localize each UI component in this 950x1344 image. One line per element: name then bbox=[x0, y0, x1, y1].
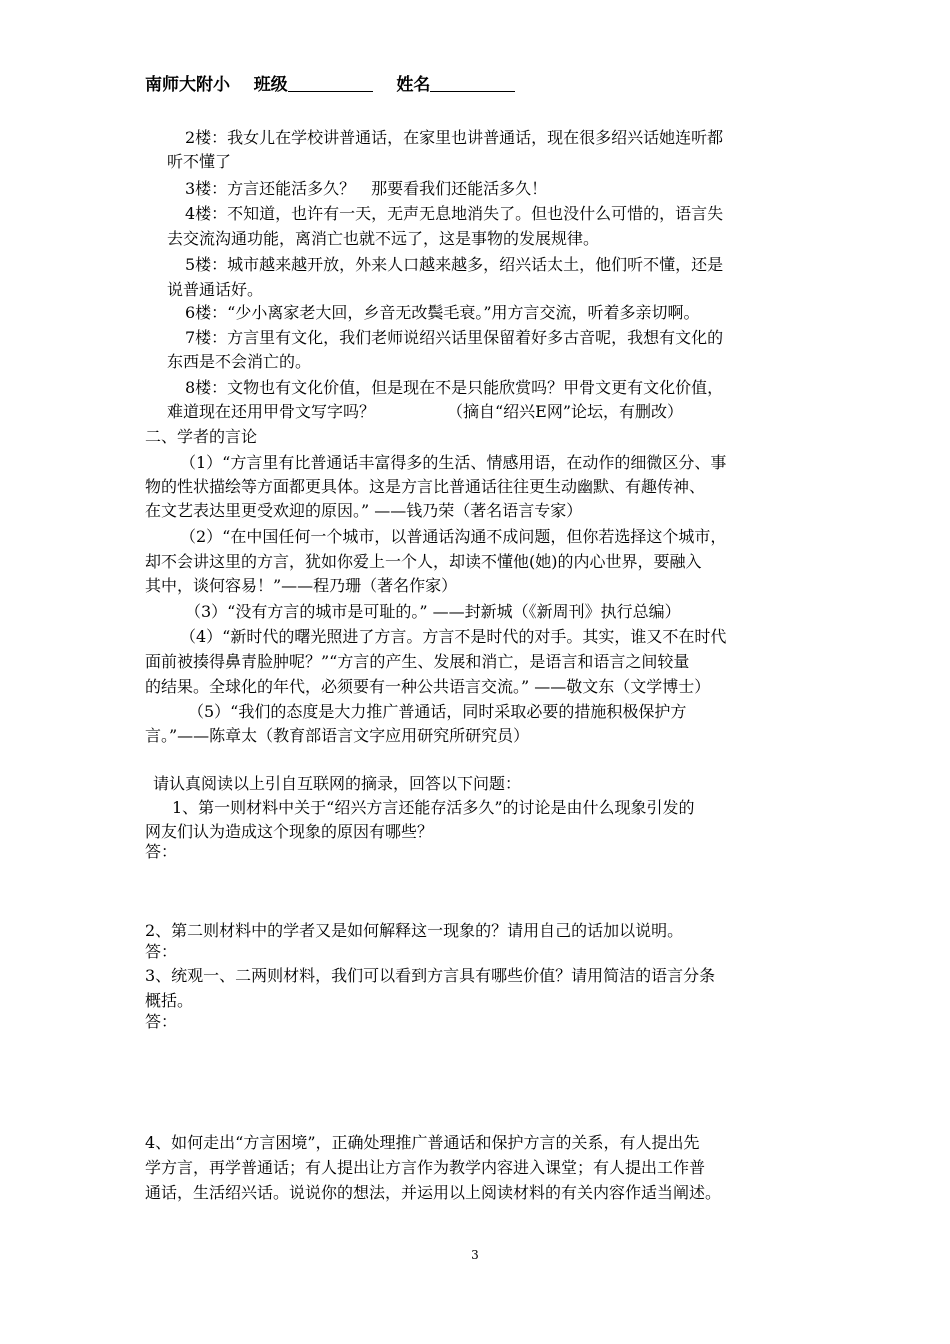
answer-label[interactable]: 答： bbox=[145, 942, 178, 961]
text-line: （2）“在中国任何一个城市，以普通话沟通不成问题，但你若选择这个城市， bbox=[180, 527, 727, 546]
text-line: 言。”——陈章太（教育部语言文字应用研究所研究员） bbox=[145, 726, 530, 745]
class-blank[interactable] bbox=[288, 75, 373, 92]
instruction-line: 请认真阅读以上引自互联网的摘录，回答以下问题： bbox=[153, 774, 522, 793]
text-line: 2楼：我女儿在学校讲普通话，在家里也讲普通话，现在很多绍兴话她连听都 bbox=[185, 128, 724, 147]
question-3: 3、统观一、二两则材料，我们可以看到方言具有哪些价值？请用简洁的语言分条 bbox=[145, 966, 716, 985]
question-1-cont: 网友们认为造成这个现象的原因有哪些？ bbox=[145, 822, 434, 841]
text-line: 在文艺表达里更受欢迎的原因。” ——钱乃荣（著名语言专家） bbox=[145, 501, 583, 520]
question-4-cont: 学方言，再学普通话；有人提出让方言作为教学内容进入课堂；有人提出工作普 bbox=[145, 1158, 706, 1177]
text-line: （5）“我们的态度是大力推广普通话，同时采取必要的措施积极保护方 bbox=[188, 702, 687, 721]
text-line: 难道现在还用甲骨文写字吗？ （摘自“绍兴E网”论坛，有删改） bbox=[167, 402, 684, 421]
answer-label[interactable]: 答： bbox=[145, 1012, 178, 1031]
page-number: 3 bbox=[471, 1248, 479, 1262]
class-label: 班级 bbox=[253, 75, 288, 95]
worksheet-header bbox=[145, 70, 515, 95]
text-line: 面前被揍得鼻青脸肿呢？”“方言的产生、发展和消亡，是语言和语言之间较量 bbox=[145, 652, 690, 671]
text-line: 7楼：方言里有文化，我们老师说绍兴话里保留着好多古音呢，我想有文化的 bbox=[185, 328, 724, 347]
name-blank[interactable] bbox=[430, 75, 515, 92]
text-line: 3楼：方言还能活多久？ 那要看我们还能活多久！ bbox=[185, 179, 548, 198]
text-line: 却不会讲这里的方言，犹如你爱上一个人，却读不懂他(她)的内心世界，要融入 bbox=[145, 552, 702, 571]
text-line: （4）“新时代的曙光照进了方言。方言不是时代的对手。其实，谁又不在时代 bbox=[180, 627, 727, 646]
name-label: 姓名 bbox=[396, 75, 431, 95]
text-line: 8楼：文物也有文化价值，但是现在不是只能欣赏吗？甲骨文更有文化价值， bbox=[185, 378, 724, 397]
text-line: 4楼：不知道，也许有一天，无声无息地消失了。但也没什么可惜的，语言失 bbox=[185, 204, 724, 223]
question-4-cont: 通话，生活绍兴话。说说你的想法，并运用以上阅读材料的有关内容作适当阐述。 bbox=[145, 1183, 722, 1202]
answer-label[interactable]: 答： bbox=[145, 842, 178, 861]
text-line: 去交流沟通功能，离消亡也就不远了，这是事物的发展规律。 bbox=[167, 229, 600, 248]
text-line: 听不懂了 bbox=[167, 152, 232, 171]
text-line: 6楼：“少小离家老大回，乡音无改鬓毛衰。”用方言交流，听着多亲切啊。 bbox=[185, 303, 700, 322]
question-2: 2、第二则材料中的学者又是如何解释这一现象的？请用自己的话加以说明。 bbox=[145, 921, 684, 940]
section-heading: 二、学者的言论 bbox=[145, 427, 258, 446]
question-4: 4、如何走出“方言困境”，正确处理推广普通话和保护方言的关系，有人提出先 bbox=[145, 1133, 700, 1152]
school-name: 南师大附小 bbox=[145, 75, 230, 95]
text-line: 东西是不会消亡的。 bbox=[167, 352, 312, 371]
text-line: （1）“方言里有比普通话丰富得多的生活、情感用语，在动作的细微区分、事 bbox=[180, 453, 727, 472]
text-line: 说普通话好。 bbox=[167, 280, 264, 299]
question-1: 1、第一则材料中关于“绍兴方言还能存活多久”的讨论是由什么现象引发的 bbox=[172, 798, 695, 817]
text-line: 物的性状描绘等方面都更具体。这是方言比普通话往往更生动幽默、有趣传神、 bbox=[145, 477, 706, 496]
text-line: 的结果。全球化的年代，必须要有一种公共语言交流。” ——敬文东（文学博士） bbox=[145, 677, 711, 696]
question-3-cont: 概括。 bbox=[145, 991, 194, 1010]
text-line: 5楼：城市越来越开放，外来人口越来越多，绍兴话太土，他们听不懂，还是 bbox=[185, 255, 724, 274]
text-line: （3）“没有方言的城市是可耻的。” ——封新城（《新周刊》执行总编） bbox=[185, 602, 681, 621]
text-line: 其中，谈何容易！”——程乃珊（著名作家） bbox=[145, 576, 458, 595]
